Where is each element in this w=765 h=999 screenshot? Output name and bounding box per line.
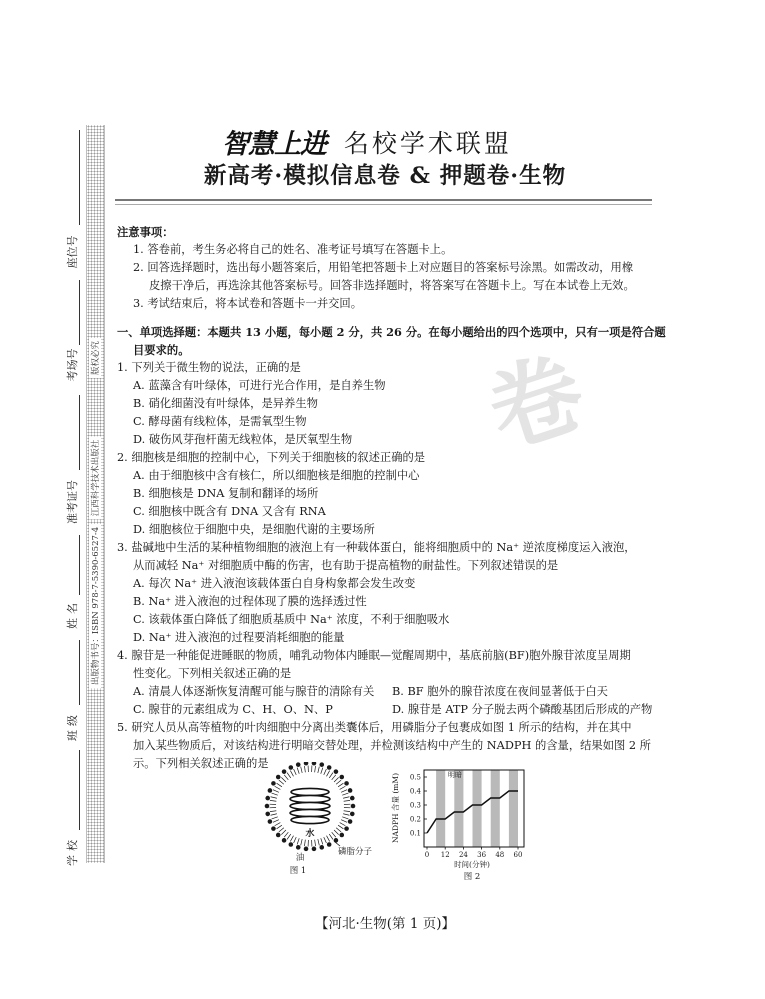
phospholipid-tail (304, 840, 305, 846)
thylakoid-disc (290, 795, 330, 802)
option-d: D. 破伤风芽孢杆菌无线粒体，是厌氧型生物 (133, 433, 353, 446)
x-tick-label: 48 (495, 851, 505, 859)
phospholipid-head (276, 833, 281, 838)
question-stem: 5. 研究人员从高等植物的叶肉细胞中分离出类囊体后，用磷脂分子包裹成如图 1 所示的结构，并在其中 (117, 721, 632, 734)
blank-line-name (79, 535, 80, 595)
option-a: A. 蓝藻含有叶绿体，可进行光合作用，是自养生物 (133, 379, 386, 392)
option-b: B. 细胞核是 DNA 复制和翻译的场所 (133, 487, 319, 500)
dark-period-bar (491, 770, 500, 847)
phospholipid-tail (343, 814, 349, 815)
phospholipid-tail (315, 840, 316, 846)
blank-line-school (79, 750, 80, 830)
phospholipid-head (282, 769, 287, 774)
figure-2-caption: 图 2 (463, 872, 481, 882)
water-label: 水 (305, 829, 315, 839)
section-heading-continued: 目要求的。 (133, 343, 190, 357)
phospholipid-tail (272, 817, 278, 819)
phospholipid-leader-line (335, 842, 340, 846)
phospholipid-head (296, 845, 301, 850)
isbn-note: 出版物书号：ISBN 978-7-5390-6527-4 (89, 524, 101, 688)
thylakoid-stack (290, 788, 330, 823)
phospholipid-tail (281, 777, 286, 782)
phospholipid-tail (340, 786, 346, 789)
phospholipid-head (350, 812, 355, 817)
phospholipid-head (348, 819, 353, 824)
phospholipid-tail (290, 771, 293, 777)
phospholipid-head (351, 804, 356, 809)
phospholipid-tail (344, 811, 350, 812)
phospholipid-tail (324, 837, 327, 843)
phospholipid-tail (297, 838, 299, 844)
x-tick-label: 24 (458, 851, 468, 859)
option-row (117, 701, 652, 719)
question-stem: 1. 下列关于微生物的说法，正确的是 (117, 361, 301, 374)
phospholipid-head (265, 796, 270, 801)
dark-period-bars (436, 770, 518, 847)
phospholipid-tail (294, 769, 297, 775)
y-tick-label: 0.3 (409, 801, 421, 810)
phospholipid-tail (284, 832, 288, 837)
phospholipid-tail (329, 834, 333, 839)
option-c: C. 酵母菌有线粒体，是需氧型生物 (133, 415, 307, 428)
phospholipid-head (327, 765, 332, 770)
thylakoid-disc (291, 788, 329, 795)
question-stem-continued: 性变化。下列相关叙述正确的是 (133, 667, 292, 680)
option-b: B. BF 胞外的腺苷浓度在夜间显著低于白天 (392, 685, 608, 698)
thylakoid-disc (290, 802, 330, 809)
phospholipid-head (271, 826, 276, 831)
phospholipid-head (268, 788, 273, 793)
phospholipid-tail (341, 820, 347, 823)
question-stem-continued: 示。下列相关叙述正确的是 (133, 757, 269, 770)
exam-title: 新高考·模拟信息卷 & 押题卷·生物 (203, 163, 567, 189)
phospholipid-tail (304, 766, 305, 772)
phospholipid-head (265, 812, 270, 817)
alliance-title: · 名校学术联盟 (322, 129, 512, 158)
phospholipid-head (344, 781, 349, 786)
dark-period-bar (436, 770, 445, 847)
exam-id-label: 准考证号 (66, 480, 79, 524)
phospholipid-tail (343, 797, 349, 798)
brand-logo: 智慧上进 (222, 129, 326, 160)
notice-item: 1. 答卷前，考生务必将自己的姓名、准考证号填写在答题卡上。 (133, 243, 453, 256)
phospholipid-tail (342, 817, 348, 819)
header-rule (115, 199, 652, 201)
phospholipid-tail (270, 811, 276, 812)
blank-line-room (79, 280, 80, 345)
phospholipid-tail (332, 832, 336, 837)
notice-item-continued: 皮擦干净后，再选涂其他答案标号。回答非选择题时，将答案写在答题卡上。写在本试卷上无效。 (149, 279, 635, 292)
phospholipid-tail (279, 828, 284, 832)
exam-body (117, 223, 666, 773)
figure-1-diagram (250, 762, 380, 880)
blank-line-exam-id (79, 395, 80, 470)
oil-label: 油 (295, 853, 305, 863)
x-tick-label: 60 (513, 851, 523, 859)
notice-item: 2. 回答选择题时，选出每小题答案后，用铅笔把答题卡上对应题目的答案标号涂黑。如需改动，用橡 (133, 261, 634, 274)
phospholipid-tail (329, 773, 333, 778)
class-label: 班级 (66, 711, 79, 741)
phospholipid-tail (336, 828, 341, 832)
option-b: B. 硝化细菌没有叶绿体，是异养生物 (133, 397, 318, 410)
option-d: D. 细胞核位于细胞中央，是细胞代谢的主要场所 (133, 523, 375, 536)
phospholipid-tail (321, 838, 323, 844)
phospholipid-tail (327, 836, 330, 842)
phospholipid-tail (301, 767, 302, 773)
phospholipid-tail (341, 790, 347, 793)
dark-period-bar (473, 770, 482, 847)
phospholipid-head (282, 838, 287, 843)
phospholipid-tail (334, 777, 339, 782)
x-axis-label: 时间(分钟) (454, 860, 490, 869)
option-b: B. Na⁺ 进入液泡的过程体现了膜的选择透过性 (133, 595, 367, 608)
phospholipid-head (339, 775, 344, 780)
y-tick-label: 0.2 (409, 815, 421, 824)
dark-period-bar (454, 770, 463, 847)
phospholipid-tail (338, 825, 343, 829)
phospholipid-head (348, 788, 353, 793)
phospholipid-tail (324, 769, 327, 775)
phospholipid-head (296, 762, 301, 767)
page-footer: 【河北·生物(第 1 页)】 (315, 916, 455, 932)
phospholipid-label: 磷脂分子 (338, 847, 373, 857)
phospholipid-head (319, 845, 324, 850)
section-heading: 一、单项选择题：本题共 13 小题，每小题 2 分，共 26 分。在每小题给出的四个选项中，只有一项是符合题 (117, 325, 666, 339)
phospholipid-head (334, 838, 339, 843)
phospholipid-tail (287, 773, 291, 778)
option-a: A. 清晨人体逐渐恢复清醒可能与腺苷的清除有关 (133, 685, 375, 698)
blank-line-seat (79, 130, 80, 225)
phospholipid-tail (272, 793, 278, 795)
option-c: C. 细胞核中既含有 DNA 又含有 RNA (133, 505, 326, 518)
phospholipid-head (319, 762, 324, 767)
phospholipid-tail (273, 820, 279, 823)
phospholipid-head (312, 847, 317, 852)
x-tick-label: 0 (424, 851, 430, 859)
question-stem-continued: 从而减轻 Na⁺ 对细胞质中酶的伤害，也有助于提高植物的耐盐性。下列叙述错误的是 (133, 559, 559, 572)
blank-line-class (79, 640, 80, 705)
y-axis-label: NADPH 含量 (mM) (391, 773, 400, 843)
header-rule-thin (115, 204, 652, 205)
option-a: A. 由于细胞核中含有核仁，所以细胞核是细胞的控制中心 (133, 469, 420, 482)
phospholipid-head (350, 796, 355, 801)
phospholipid-tail (315, 766, 316, 772)
publisher-note: 江西科学技术出版社 (89, 437, 101, 520)
phospholipid-tail (332, 775, 336, 780)
phospholipid-tail (344, 800, 350, 801)
question-stem: 3. 盐碱地中生活的某种植物细胞的液泡上有一种载体蛋白，能将细胞质中的 Na⁺ 逆浓度梯度运入液泡， (117, 541, 636, 554)
phospholipid-tail (287, 834, 291, 839)
phospholipid-tail (281, 830, 286, 835)
phospholipid-tail (271, 797, 277, 798)
dark-period-bar (509, 770, 518, 847)
y-tick-label: 0.5 (409, 773, 421, 782)
phospholipid-tail (277, 825, 282, 829)
phospholipid-tail (284, 775, 288, 780)
x-tick-label: 36 (477, 851, 487, 859)
y-tick-label: 0.1 (409, 829, 421, 838)
figure-1-caption: 图 1 (289, 866, 307, 876)
phospholipid-head (327, 842, 332, 847)
thylakoid-disc (290, 809, 330, 816)
school-label: 学校 (66, 836, 79, 866)
light-dark-legend: 明暗 (448, 771, 462, 779)
phospholipid-head (271, 781, 276, 786)
phospholipid-head (304, 762, 309, 765)
x-tick-label: 12 (440, 851, 450, 859)
phospholipid-head (312, 762, 317, 765)
phospholipid-tail (273, 790, 279, 793)
question-stem: 4. 腺苷是一种能促进睡眠的物质，哺乳动物体内睡眠—觉醒周期中，基底前脑(BF)胞外腺苷浓度呈周期 (117, 649, 631, 662)
phospholipid-tail (277, 783, 282, 787)
phospholipid-tail (321, 768, 323, 774)
figure-2-chart (386, 760, 531, 885)
notice-heading: 注意事项： (117, 225, 174, 239)
phospholipid-tail (279, 780, 284, 784)
phospholipid-tail (327, 771, 330, 777)
seat-number-label: 座位号 (66, 235, 79, 269)
phospholipid-tail (270, 800, 276, 801)
name-label: 姓名 (66, 599, 79, 629)
phospholipid-tail (294, 837, 297, 843)
x-axis-ticks (425, 847, 523, 859)
phospholipid-tail (297, 768, 299, 774)
phospholipid-head (339, 833, 344, 838)
phospholipid-tail (301, 839, 302, 845)
thylakoid-disc (291, 816, 329, 823)
option-row (117, 683, 652, 701)
phospholipid-head (289, 842, 294, 847)
phospholipid-tail (340, 823, 346, 826)
phospholipid-head (268, 819, 273, 824)
option-d: D. 腺苷是 ATP 分子脱去两个磷酸基团后形成的产物 (392, 703, 653, 716)
watermark: 卷 (476, 338, 597, 469)
phospholipid-tail (290, 836, 293, 842)
question-stem-continued: 加入某些物质后，对该结构进行明暗交替处理，并检测该结构中产生的 NADPH 的含量，结果如图 2 所 (133, 739, 651, 752)
phospholipid-tail (338, 783, 343, 787)
phospholipid-tail (275, 786, 281, 789)
phospholipid-tail (334, 830, 339, 835)
phospholipid-head (304, 847, 309, 852)
phospholipid-head (344, 826, 349, 831)
copyright-note: 版权必究 (89, 338, 101, 378)
question-stem: 2. 细胞核是细胞的控制中心，下列关于细胞核的叙述正确的是 (117, 451, 426, 464)
phospholipid-tail (318, 839, 319, 845)
phospholipid-head (289, 765, 294, 770)
y-tick-label: 0.4 (409, 787, 421, 796)
phospholipid-tail (342, 793, 348, 795)
phospholipid-tail (271, 814, 277, 815)
option-a: A. 每次 Na⁺ 进入液泡该载体蛋白自身构象都会发生改变 (133, 577, 416, 590)
phospholipid-tail (275, 823, 281, 826)
exam-room-label: 考场号 (66, 348, 79, 382)
phospholipid-head (265, 804, 270, 809)
notice-item: 3. 考试结束后，将本试卷和答题卡一并交回。 (133, 297, 363, 310)
option-c: C. 腺苷的元素组成为 C、H、O、N、P (133, 703, 333, 716)
option-c: C. 该载体蛋白降低了细胞质基质中 Na⁺ 浓度，不利于细胞吸水 (133, 613, 450, 626)
phospholipid-head (276, 775, 281, 780)
phospholipid-tail (318, 767, 319, 773)
option-d: D. Na⁺ 进入液泡的过程要消耗细胞的能量 (133, 631, 345, 644)
phospholipid-head (334, 769, 339, 774)
phospholipid-tail (336, 780, 341, 784)
